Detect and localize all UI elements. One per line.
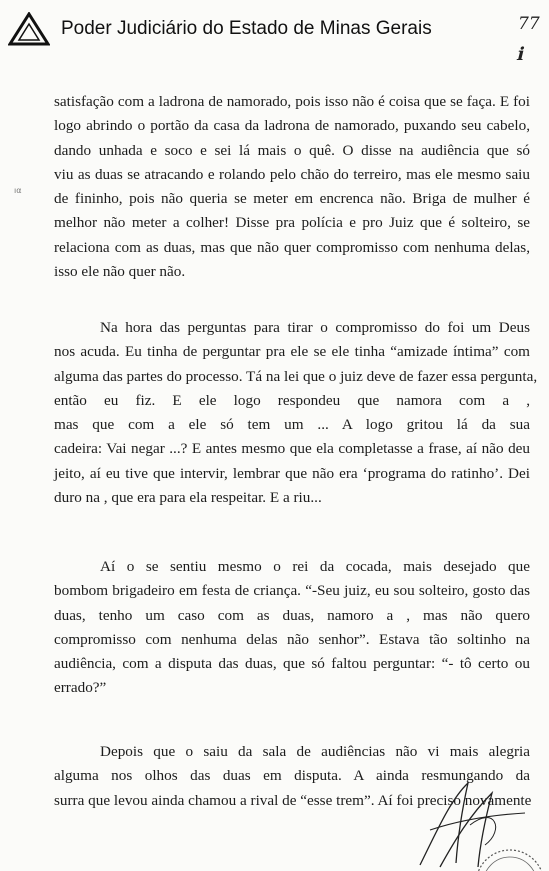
text-line: dando unhada e soco e sei lá mais o quê. O disse na audiência que só <box>54 141 530 159</box>
text-line: errado?” <box>54 679 107 697</box>
paragraph-1 <box>54 90 530 284</box>
text-line: alguma das partes do processo. Tá na lei que o juiz deve de fazer essa pergunta, <box>54 367 538 385</box>
text-line: jeito, aí eu tive que intervir, lembrar que não era ‘programa do ratinho’. Dei <box>54 464 530 482</box>
header-title: Poder Judiciário do Estado de Minas Gerais <box>61 18 432 39</box>
court-seal <box>470 846 549 871</box>
text-line: duro na , que era para ela respeitar. E a riu... <box>54 489 322 507</box>
triangle-logo-icon <box>8 12 50 46</box>
text-line: bombom brigadeiro em festa de criança. “-Seu juiz, eu sou solteiro, gosto das <box>54 582 530 600</box>
text-line: melhor não meter a colher! Disse pra polícia e pro Juiz que é solteiro, se <box>54 214 530 232</box>
text-line: mas que com a ele só tem um ... A logo gritou lá da sua <box>54 416 530 434</box>
text-line: logo abrindo o portão da casa da ladrona de namorado, puxando seu cabelo, <box>54 117 530 135</box>
page-number: 77 <box>518 14 540 34</box>
text-line: Aí o se sentiu mesmo o rei da cocada, mais desejado que <box>100 558 530 575</box>
text-line: nos acuda. Eu tinha de perguntar pra ele se ele tinha “amizade íntima” com <box>54 343 530 361</box>
document-header <box>6 8 546 65</box>
handwritten-initial: ℹ <box>516 44 523 65</box>
text-line: de fininho, pois não queria se meter em encrenca não. Briga de mulher é <box>54 190 530 208</box>
text-line: audiência, com a disputa das duas, que só faltou perguntar: “- tô certo ou <box>54 655 530 673</box>
text-line: então eu fiz. E ele logo respondeu que namora com a , <box>54 391 530 409</box>
text-line: surra que levou ainda chamou a rival de “esse trem”. Aí foi preciso novamente <box>54 791 532 809</box>
text-line: alguma nos olhos das duas em disputa. A ainda resmungando da <box>54 767 530 785</box>
text-line: Depois que o saiu da sala de audiências não vi mais alegria <box>100 743 530 760</box>
margin-mark: ıα <box>14 186 22 195</box>
text-line: duas, tenho um caso com as duas, namoro a , mas não quero <box>54 606 530 624</box>
text-line: satisfação com a ladrona de namorado, pois isso não é coisa que se faça. E foi <box>54 93 530 110</box>
text-line: cadeira: Vai negar ...? E antes mesmo que ela completasse a frase, aí não deu <box>54 440 530 458</box>
text-line: relaciona com as duas, mas que não quer compromisso com nenhuma delas, <box>54 238 530 256</box>
text-line: isso ele não quer não. <box>54 263 186 281</box>
text-line: Na hora das perguntas para tirar o compromisso do foi um Deus <box>100 319 530 336</box>
paragraph-3 <box>54 555 530 701</box>
text-line: compromisso com nenhuma delas não senhor”. Estava tão soltinho na <box>54 630 530 648</box>
paragraph-2 <box>54 316 538 510</box>
text-line: viu as duas se atracando e rolando pelo chão do terreiro, mas ele mesmo saiu <box>54 165 530 183</box>
